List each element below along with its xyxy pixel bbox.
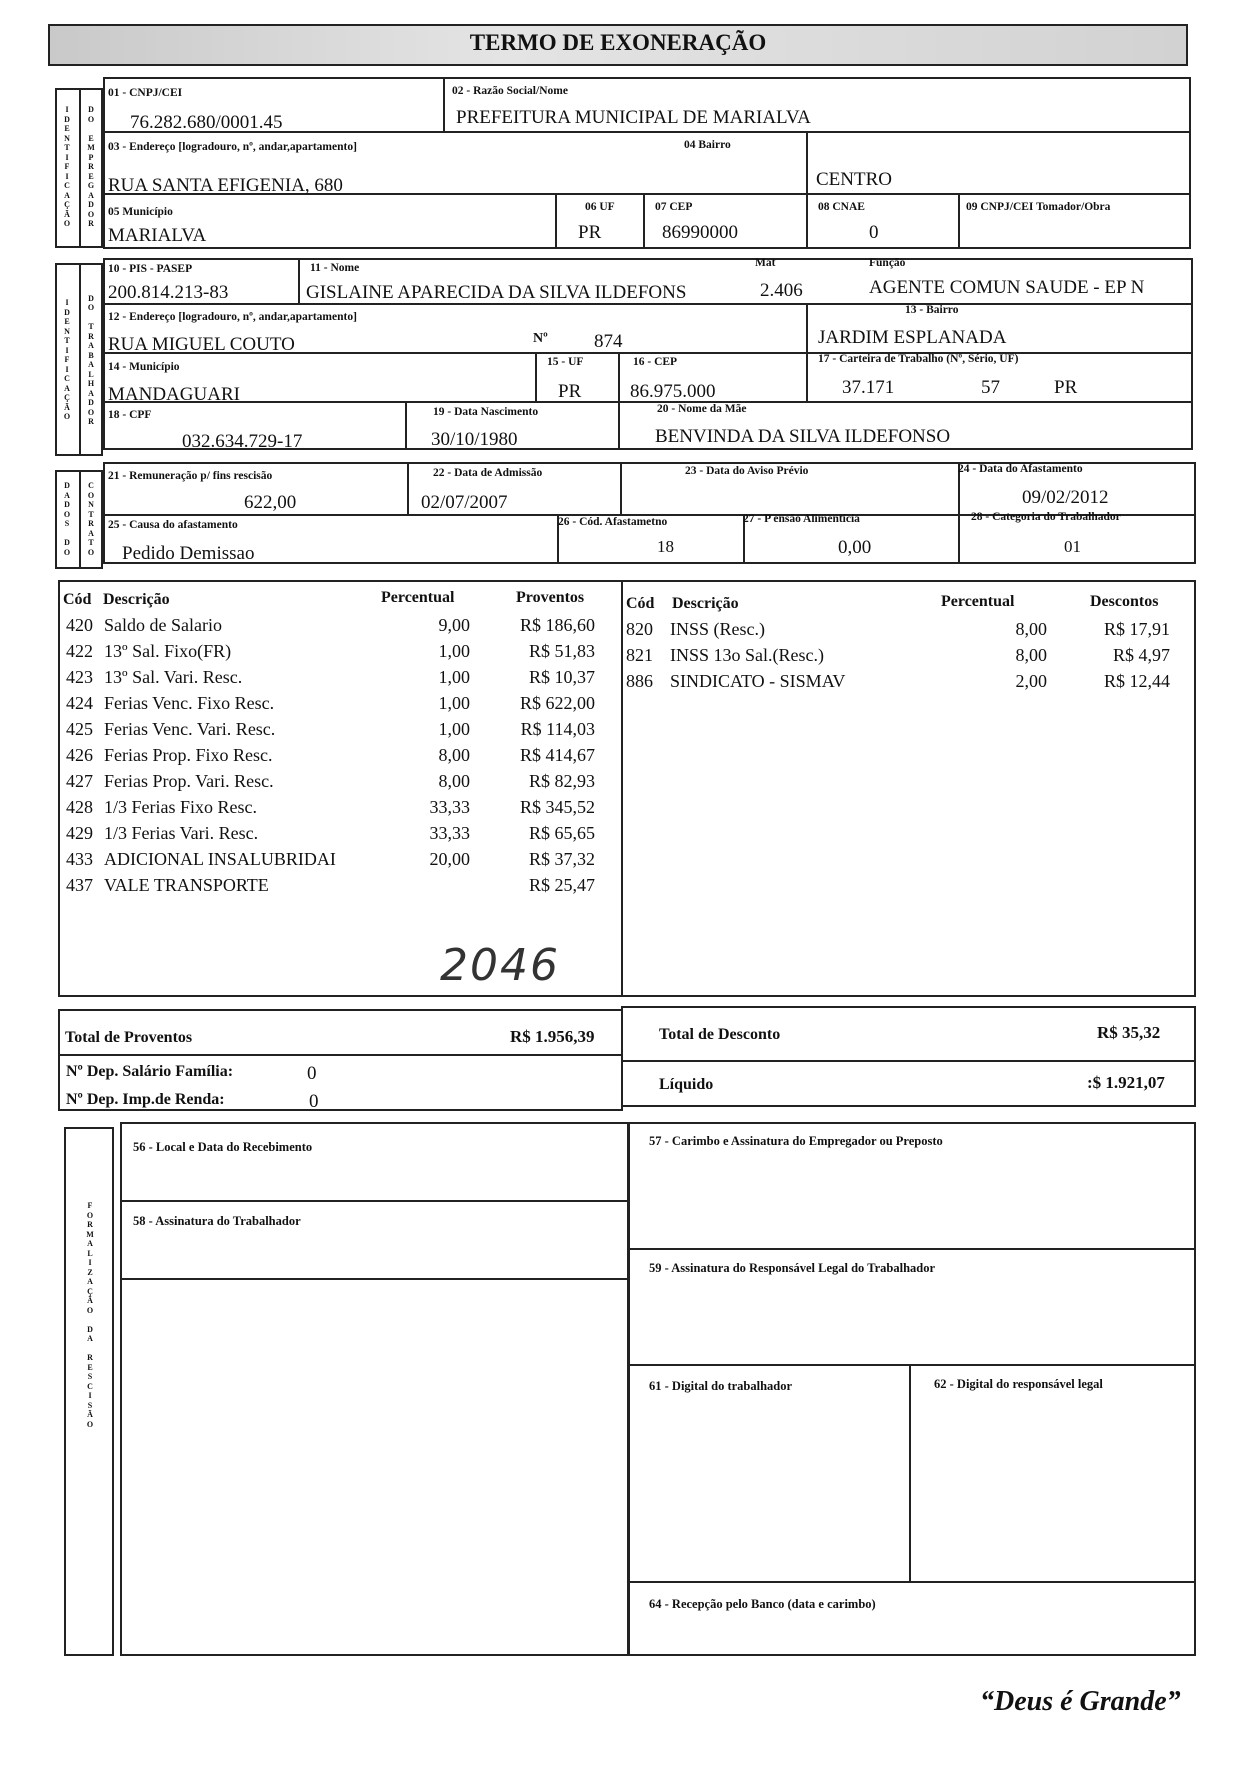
table-row-descricao: INSS 13o Sal.(Resc.) [670,645,824,665]
label-carimbo-empregador: 57 - Carimbo e Assinatura do Empregador ou Preposto [649,1134,943,1148]
label-uf-trabalhador: 15 - UF [547,356,584,368]
table-row-percentual: 8,00 [438,771,470,791]
table-row-provento: R$ 37,32 [528,849,595,869]
table-row-cod: 424 [66,693,93,713]
descontos-header-percentual: Percentual [941,593,1015,610]
table-row-provento: R$ 345,52 [519,797,595,817]
total-proventos-label: Total de Proventos [65,1029,193,1046]
value-ctps-serie: 57 [981,377,1000,398]
table-row-cod: 437 [66,875,93,895]
proventos-header-descricao: Descrição [103,591,170,608]
proventos-percentuais [400,612,470,898]
label-nome: 11 - Nome [310,262,360,274]
value-razao-social: PREFEITURA MUNICIPAL DE MARIALVA [456,107,811,128]
salario-familia-value: 0 [307,1063,317,1084]
table-row-provento: R$ 65,65 [528,823,595,843]
side-label-empregador: I D E N T I F I C A Ç Ã O [63,105,71,229]
descontos-header-valor: Descontos [1090,593,1159,610]
table-row-percentual: 8,00 [438,745,470,765]
table-row-cod: 886 [626,671,653,691]
table-row-cod: 433 [66,849,93,869]
label-cep-trabalhador: 16 - CEP [633,356,678,368]
table-row-descricao: INSS (Resc.) [670,619,765,639]
value-municipio-trabalhador: MANDAGUARI [108,384,240,405]
table-row-provento: R$ 186,60 [519,615,595,635]
table-row-provento: R$ 51,83 [528,641,595,661]
descontos-header-descricao: Descrição [672,595,739,612]
value-causa-afastamento: Pedido Demissao [122,543,255,564]
label-cod-afastamento: 26 - Cód. Afastametno [558,516,668,528]
value-nome: GISLAINE APARECIDA DA SILVA ILDEFONS [306,282,687,303]
label-assinatura-trabalhador: 58 - Assinatura do Trabalhador [133,1214,301,1228]
value-cnpj: 76.282.680/0001.45 [130,112,283,133]
side-label-contrato: D A D O S D O [63,481,71,557]
table-row-descricao: Ferias Prop. Fixo Resc. [104,745,273,765]
footer-motto: “Deus é Grande” [980,1686,1181,1717]
table-row-provento: R$ 25,47 [528,875,595,895]
label-data-afastamento: 24 - Data do Afastamento [958,463,1083,475]
total-descontos-value: R$ 35,32 [1097,1023,1161,1042]
total-proventos-value: R$ 1.956,39 [510,1027,595,1046]
label-data-aviso-previo: 23 - Data do Aviso Prévio [685,465,809,477]
label-pensao-alimenticia: 27 - P ensão Alimentícia [743,513,860,525]
proventos-header-valor: Proventos [516,589,585,606]
employer-box [103,77,1191,249]
table-row-cod: 422 [66,641,93,661]
liquido-value: :$ 1.921,07 [1087,1073,1165,1092]
proventos-descriptions [104,612,374,898]
table-row-percentual: 9,00 [438,615,470,635]
table-row-percentual: 33,33 [429,797,470,817]
liquido-label: Líquido [659,1076,714,1093]
total-descontos-label: Total de Desconto [659,1026,781,1043]
table-row-cod: 423 [66,667,93,687]
label-endereco-empregador: 03 - Endereço [logradouro, nº, andar,apartamento] [108,141,357,153]
table-row-percentual: 1,00 [438,641,470,661]
value-uf-trabalhador: PR [558,381,582,402]
proventos-valores [490,612,595,898]
label-cnpj: 01 - CNPJ/CEI [108,87,183,99]
label-uf-empregador: 06 UF [585,201,615,213]
label-carteira-trabalho: 17 - Carteira de Trabalho (Nº, Sério, UF) [818,353,1019,365]
value-data-nascimento: 30/10/1980 [431,429,518,450]
table-row-percentual: 8,00 [1015,645,1047,665]
value-uf-empregador: PR [578,222,602,243]
table-row-cod: 821 [626,645,653,665]
side-label-formalizacao: F O R M A L I Z A Ç Ã O D A R E S C I S Ã O [86,1201,94,1429]
table-row-cod: 429 [66,823,93,843]
table-row-descricao: 1/3 Ferias Fixo Resc. [104,797,257,817]
value-pis: 200.814.213-83 [108,282,229,303]
table-row-descricao: 13º Sal. Fixo(FR) [104,641,232,661]
table-row-percentual: 1,00 [438,693,470,713]
value-categoria-trabalhador: 01 [1064,537,1081,556]
label-municipio-trabalhador: 14 - Município [108,361,180,373]
document-title: TERMO DE EXONERAÇÃO [469,30,767,55]
label-razao-social: 02 - Razão Social/Nome [452,85,568,97]
proventos-header-percentual: Percentual [381,589,455,606]
label-assinatura-responsavel: 59 - Assinatura do Responsável Legal do Trabalhador [649,1261,936,1275]
label-cnae: 08 CNAE [818,201,865,213]
label-causa-afastamento: 25 - Causa do afastamento [108,519,238,531]
descontos-header-cod: Cód [626,595,655,612]
table-row-cod: 425 [66,719,93,739]
proventos-codes [66,612,100,898]
value-cnae: 0 [869,222,879,243]
table-row-percentual: 33,33 [429,823,470,843]
label-endereco-trabalhador: 12 - Endereço [logradouro, nº, andar,apartamento] [108,311,357,323]
value-bairro-empregador: CENTRO [816,169,892,190]
value-data-afastamento: 09/02/2012 [1022,487,1109,508]
value-remuneracao: 622,00 [244,492,297,513]
table-row-cod: 426 [66,745,93,765]
table-row-percentual: 1,00 [438,667,470,687]
table-row-cod: 820 [626,619,653,639]
salario-familia-label: Nº Dep. Salário Família: [66,1063,234,1080]
table-row-descricao: Ferias Venc. Vari. Resc. [104,719,276,739]
label-bairro-trabalhador: 13 - Bairro [905,304,959,316]
table-row-desconto: R$ 17,91 [1103,619,1170,639]
value-numero: 874 [594,331,623,352]
value-ctps-uf: PR [1054,377,1078,398]
label-remuneracao: 21 - Remuneração p/ fins rescisão [108,470,273,482]
value-municipio-empregador: MARIALVA [108,225,207,246]
descontos-codes [626,616,660,694]
table-row-cod: 420 [66,615,93,635]
table-row-cod: 428 [66,797,93,817]
value-endereco-trabalhador: RUA MIGUEL COUTO [108,334,295,355]
side-label-trabalhador: I D E N T I F I C A Ç Ã O [63,298,71,422]
descontos-valores [1070,616,1170,694]
table-row-percentual: 8,00 [1015,619,1047,639]
label-matricula: Mat [755,257,776,269]
descontos-descriptions [670,616,930,694]
table-row-descricao: 1/3 Ferias Vari. Resc. [104,823,259,843]
label-digital-trabalhador: 61 - Digital do trabalhador [649,1379,793,1393]
table-row-descricao: Ferias Venc. Fixo Resc. [104,693,275,713]
value-cpf: 032.634.729-17 [182,431,303,452]
table-row-descricao: Ferias Prop. Vari. Resc. [104,771,274,791]
value-pensao-alimenticia: 0,00 [838,537,872,558]
table-row-cod: 427 [66,771,93,791]
value-funcao: AGENTE COMUN SAUDE - EP N [869,277,1145,298]
label-recepcao-banco: 64 - Recepção pelo Banco (data e carimbo) [649,1597,876,1611]
table-row-provento: R$ 10,37 [528,667,595,687]
table-row-provento: R$ 82,93 [528,771,595,791]
label-cpf: 18 - CPF [108,409,152,421]
table-row-provento: R$ 114,03 [520,719,595,739]
table-row-percentual: 20,00 [429,849,470,869]
table-row-provento: R$ 414,67 [519,745,595,765]
descontos-percentuais [975,616,1047,694]
table-row-descricao: 13º Sal. Vari. Resc. [104,667,243,687]
imp-renda-value: 0 [309,1091,319,1112]
label-data-admissao: 22 - Data de Admissão [433,467,543,479]
table-row-desconto: R$ 4,97 [1112,645,1170,665]
proventos-header-cod: Cód [63,591,92,608]
table-row-percentual: 2,00 [1015,671,1047,691]
value-data-admissao: 02/07/2007 [421,492,508,513]
value-endereco-empregador: RUA SANTA EFIGENIA, 680 [108,175,343,196]
label-cnpj-tomador: 09 CNPJ/CEI Tomador/Obra [966,201,1111,213]
label-nome-mae: 20 - Nome da Mãe [657,403,747,415]
label-data-nascimento: 19 - Data Nascimento [433,406,539,418]
value-cod-afastamento: 18 [657,537,674,556]
value-nome-mae: BENVINDA DA SILVA ILDEFONSO [655,426,951,447]
label-pis: 10 - PIS - PASEP [108,263,193,275]
table-row-percentual [400,872,470,898]
value-bairro-trabalhador: JARDIM ESPLANADA [818,327,1007,348]
label-local-data-recebimento: 56 - Local e Data do Recebimento [133,1140,313,1154]
handwritten-note: 2046 [440,940,560,991]
label-bairro-empregador: 04 Bairro [684,139,731,151]
label-categoria-trabalhador: 28 - Categoria do Trabalhador [971,511,1121,523]
table-row-descricao: ADICIONAL INSALUBRIDAI [104,849,336,869]
label-digital-responsavel: 62 - Digital do responsável legal [934,1377,1103,1391]
table-row-descricao: VALE TRANSPORTE [104,875,269,895]
value-cep-empregador: 86990000 [662,222,738,243]
table-row-provento: R$ 622,00 [519,693,595,713]
value-ctps-numero: 37.171 [842,377,895,398]
table-row-desconto: R$ 12,44 [1103,671,1170,691]
table-row-descricao: Saldo de Salario [104,615,222,635]
label-municipio-empregador: 05 Município [108,206,173,218]
table-row-descricao: SINDICATO - SISMAV [670,671,846,691]
label-funcao: Função [869,257,906,269]
label-cep-empregador: 07 CEP [655,201,693,213]
value-cep-trabalhador: 86.975.000 [630,381,716,402]
imp-renda-label: Nº Dep. Imp.de Renda: [66,1091,225,1108]
value-matricula: 2.406 [760,280,803,301]
formal-left-box [120,1122,630,1656]
table-row-percentual: 1,00 [438,719,470,739]
label-numero: Nº [533,331,548,346]
